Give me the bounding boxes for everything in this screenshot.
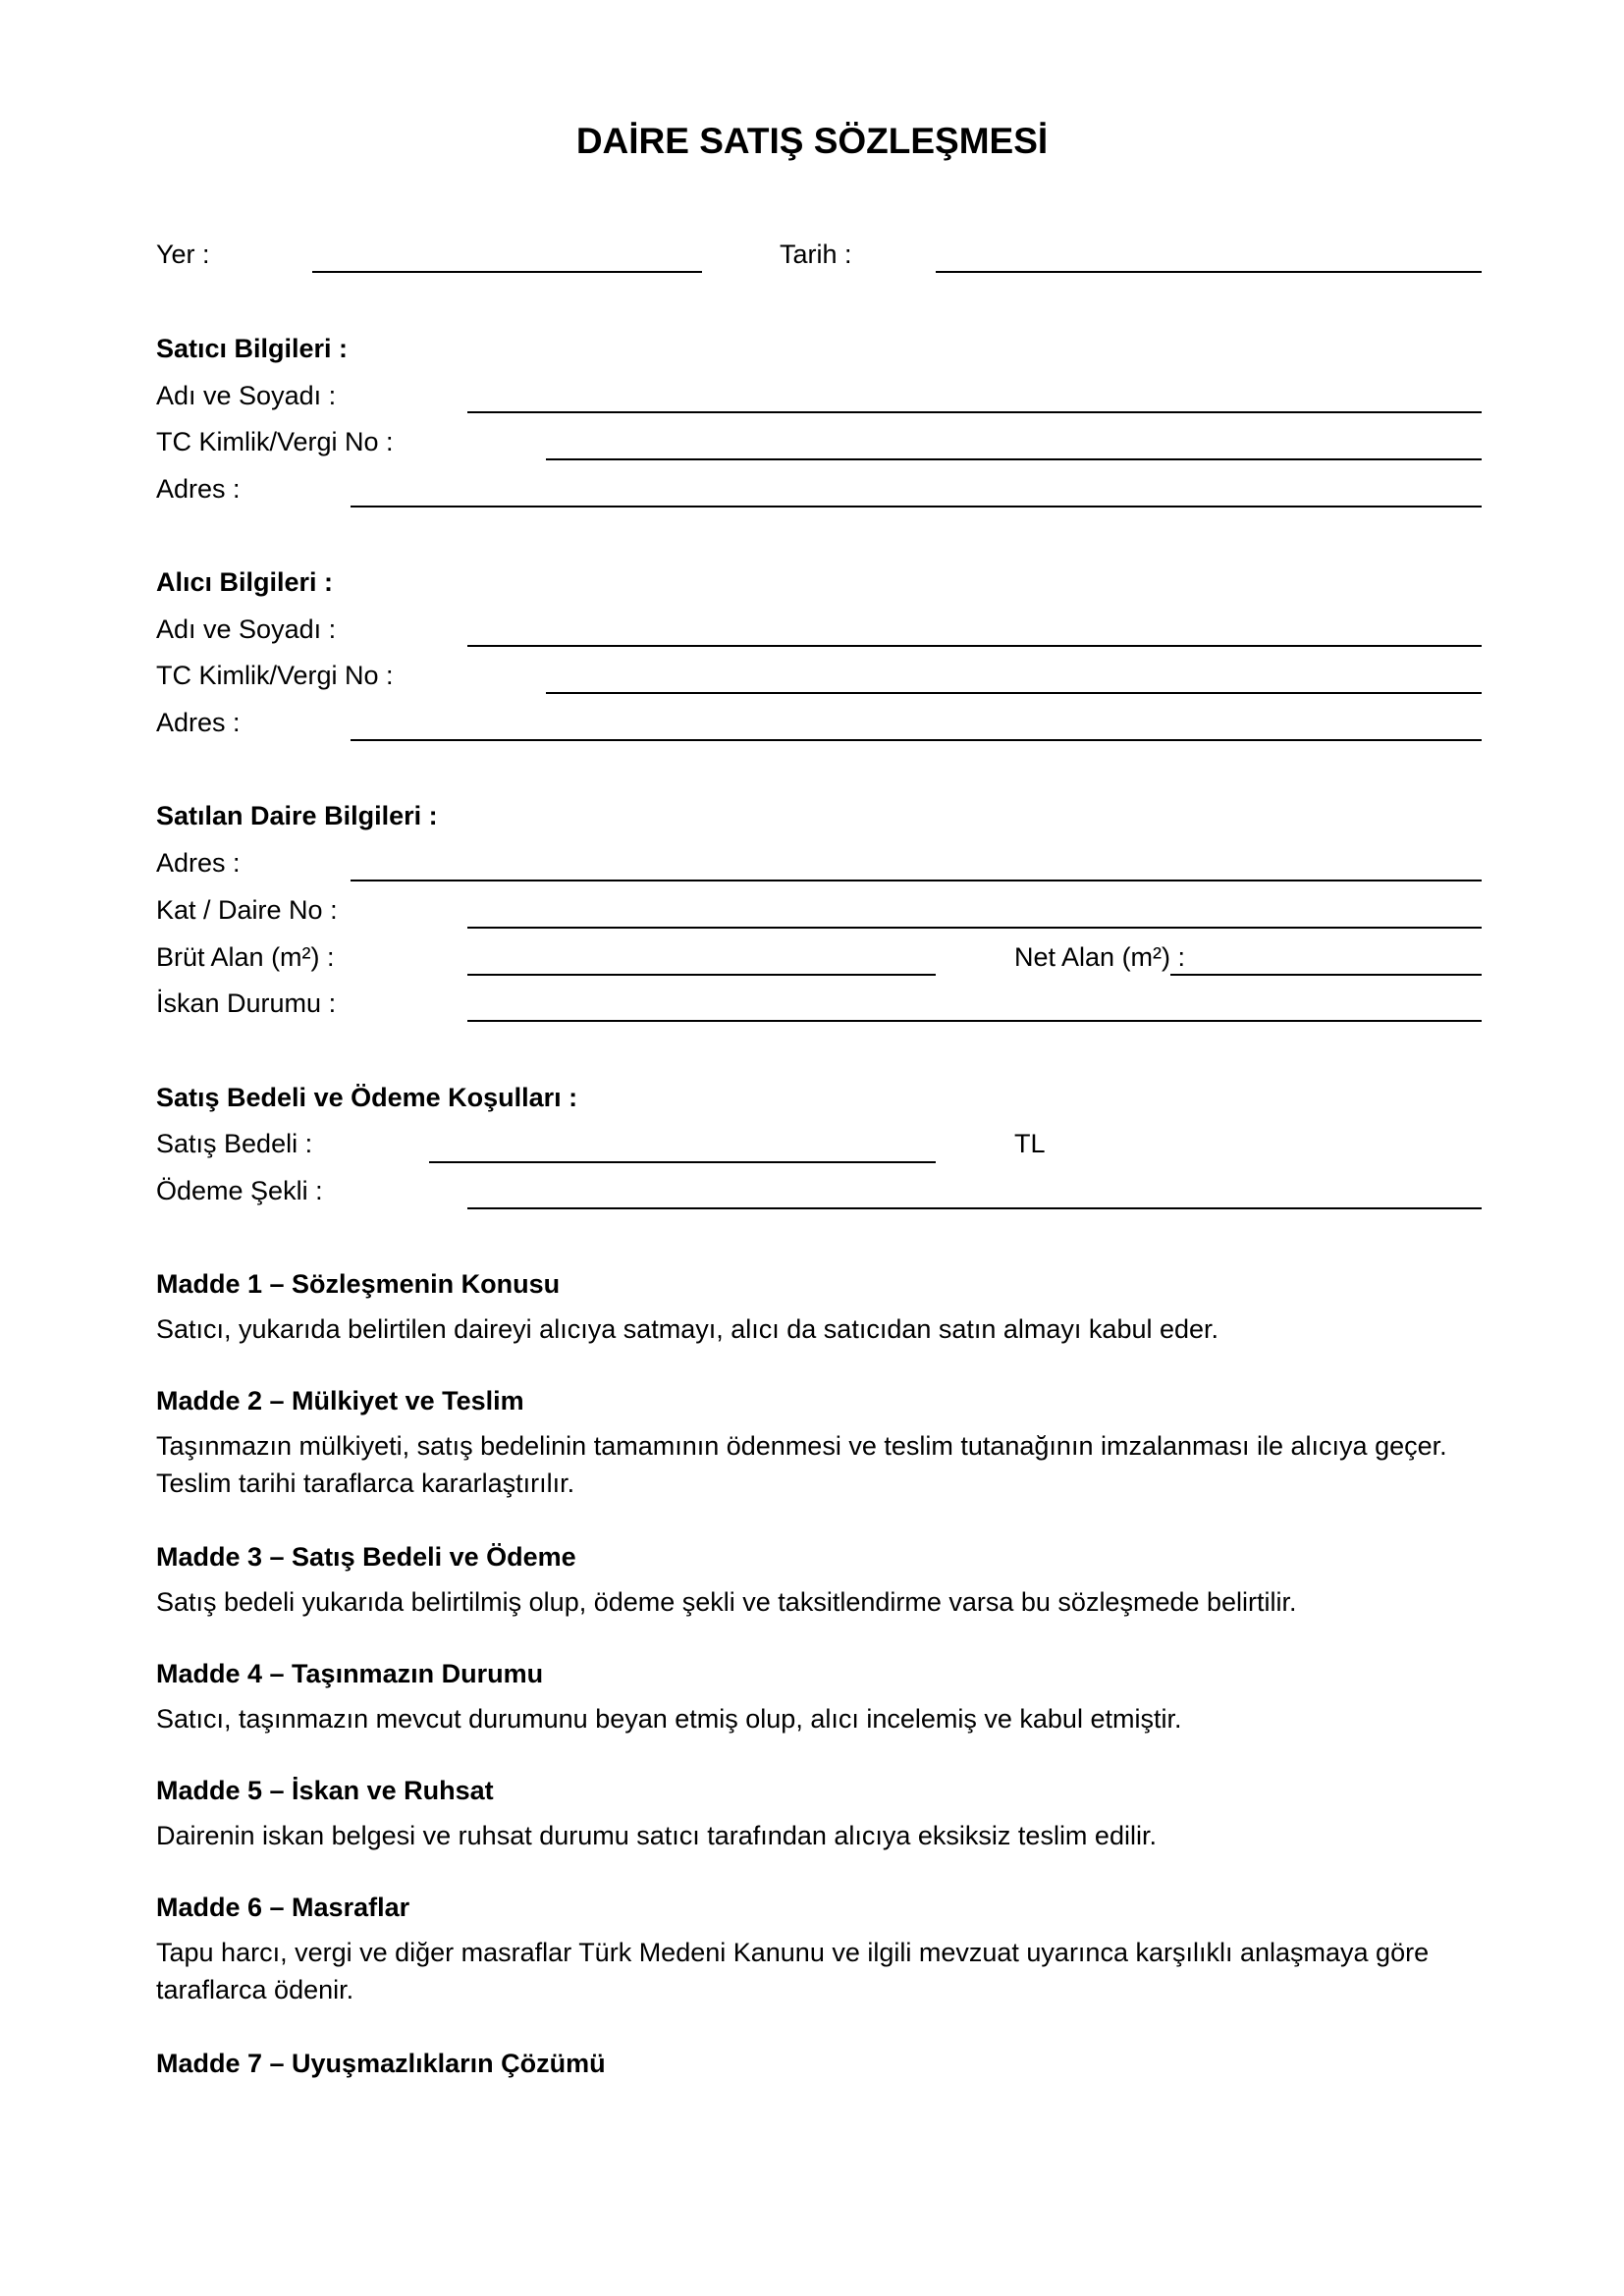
seller-name-field-line[interactable] bbox=[467, 411, 1482, 413]
date-label: Tarih : bbox=[780, 240, 852, 269]
buyer-address-field-line[interactable] bbox=[351, 739, 1482, 741]
seller-heading: Satıcı Bilgileri : bbox=[156, 334, 349, 363]
article-heading: Madde 7 – Uyuşmazlıkların Çözümü bbox=[156, 2049, 606, 2078]
buyer-id-field-line[interactable] bbox=[546, 692, 1482, 694]
article-body: Satış bedeli yukarıda belirtilmiş olup, ödeme şekli ve taksitlendirme varsa bu sözleşmede belirtilir. bbox=[156, 1587, 1297, 1617]
currency-label: TL bbox=[1014, 1129, 1046, 1158]
place-label: Yer : bbox=[156, 240, 210, 269]
floor-number-field-line[interactable] bbox=[467, 927, 1482, 929]
article-heading: Madde 2 – Mülkiyet ve Teslim bbox=[156, 1386, 524, 1415]
property-heading: Satılan Daire Bilgileri : bbox=[156, 801, 438, 830]
document-title: DAİRE SATIŞ SÖZLEŞMESİ bbox=[575, 121, 1049, 161]
property-address-label: Adres : bbox=[156, 848, 241, 878]
floor-number-label: Kat / Daire No : bbox=[156, 895, 338, 925]
gross-area-label: Brüt Alan (m²) : bbox=[156, 942, 335, 972]
property-address-field-line[interactable] bbox=[351, 880, 1482, 881]
article-heading: Madde 3 – Satış Bedeli ve Ödeme bbox=[156, 1542, 576, 1572]
buyer-name-label: Adı ve Soyadı : bbox=[156, 614, 337, 644]
sale-price-label: Satış Bedeli : bbox=[156, 1129, 313, 1158]
article-body: Tapu harcı, vergi ve diğer masraflar Türk Medeni Kanunu ve ilgili mevzuat uyarınca karşılıklı anlaşmaya göre taraflarca ödenir. bbox=[156, 1938, 1430, 2004]
place-field-line[interactable] bbox=[312, 271, 702, 273]
article-body: Satıcı, yukarıda belirtilen daireyi alıcıya satmayı, alıcı da satıcıdan satın almayı kabul eder. bbox=[156, 1314, 1219, 1344]
buyer-name-field-line[interactable] bbox=[467, 645, 1482, 647]
article-heading: Madde 5 – İskan ve Ruhsat bbox=[156, 1776, 494, 1805]
payment-method-label: Ödeme Şekli : bbox=[156, 1176, 323, 1205]
buyer-heading: Alıcı Bilgileri : bbox=[156, 567, 334, 597]
article-body: Dairenin iskan belgesi ve ruhsat durumu satıcı tarafından alıcıya eksiksiz teslim edilir. bbox=[156, 1821, 1157, 1850]
article-heading: Madde 6 – Masraflar bbox=[156, 1893, 410, 1922]
net-area-field-line[interactable] bbox=[1170, 974, 1482, 976]
seller-id-label: TC Kimlik/Vergi No : bbox=[156, 427, 394, 456]
article-heading: Madde 4 – Taşınmazın Durumu bbox=[156, 1659, 544, 1688]
seller-address-field-line[interactable] bbox=[351, 506, 1482, 507]
buyer-id-label: TC Kimlik/Vergi No : bbox=[156, 661, 394, 690]
sale-price-field-line[interactable] bbox=[429, 1161, 936, 1163]
occupancy-label: İskan Durumu : bbox=[156, 988, 337, 1018]
payment-heading: Satış Bedeli ve Ödeme Koşulları : bbox=[156, 1083, 578, 1112]
buyer-address-label: Adres : bbox=[156, 708, 241, 737]
article-body: Taşınmazın mülkiyeti, satış bedelinin tamamının ödenmesi ve teslim tutanağının imzalanması ile alıcıya geçer. Teslim tarihi taraflarca kararlaştırılır. bbox=[156, 1431, 1447, 1498]
net-area-label: Net Alan (m²) : bbox=[1014, 942, 1186, 972]
article-heading: Madde 1 – Sözleşmenin Konusu bbox=[156, 1269, 561, 1299]
gross-area-field-line[interactable] bbox=[467, 974, 936, 976]
seller-id-field-line[interactable] bbox=[546, 458, 1482, 460]
date-field-line[interactable] bbox=[936, 271, 1482, 273]
occupancy-field-line[interactable] bbox=[467, 1020, 1482, 1022]
article-body: Satıcı, taşınmazın mevcut durumunu beyan etmiş olup, alıcı incelemiş ve kabul etmiştir. bbox=[156, 1704, 1182, 1734]
payment-method-field-line[interactable] bbox=[467, 1207, 1482, 1209]
seller-name-label: Adı ve Soyadı : bbox=[156, 381, 337, 410]
seller-address-label: Adres : bbox=[156, 474, 241, 504]
